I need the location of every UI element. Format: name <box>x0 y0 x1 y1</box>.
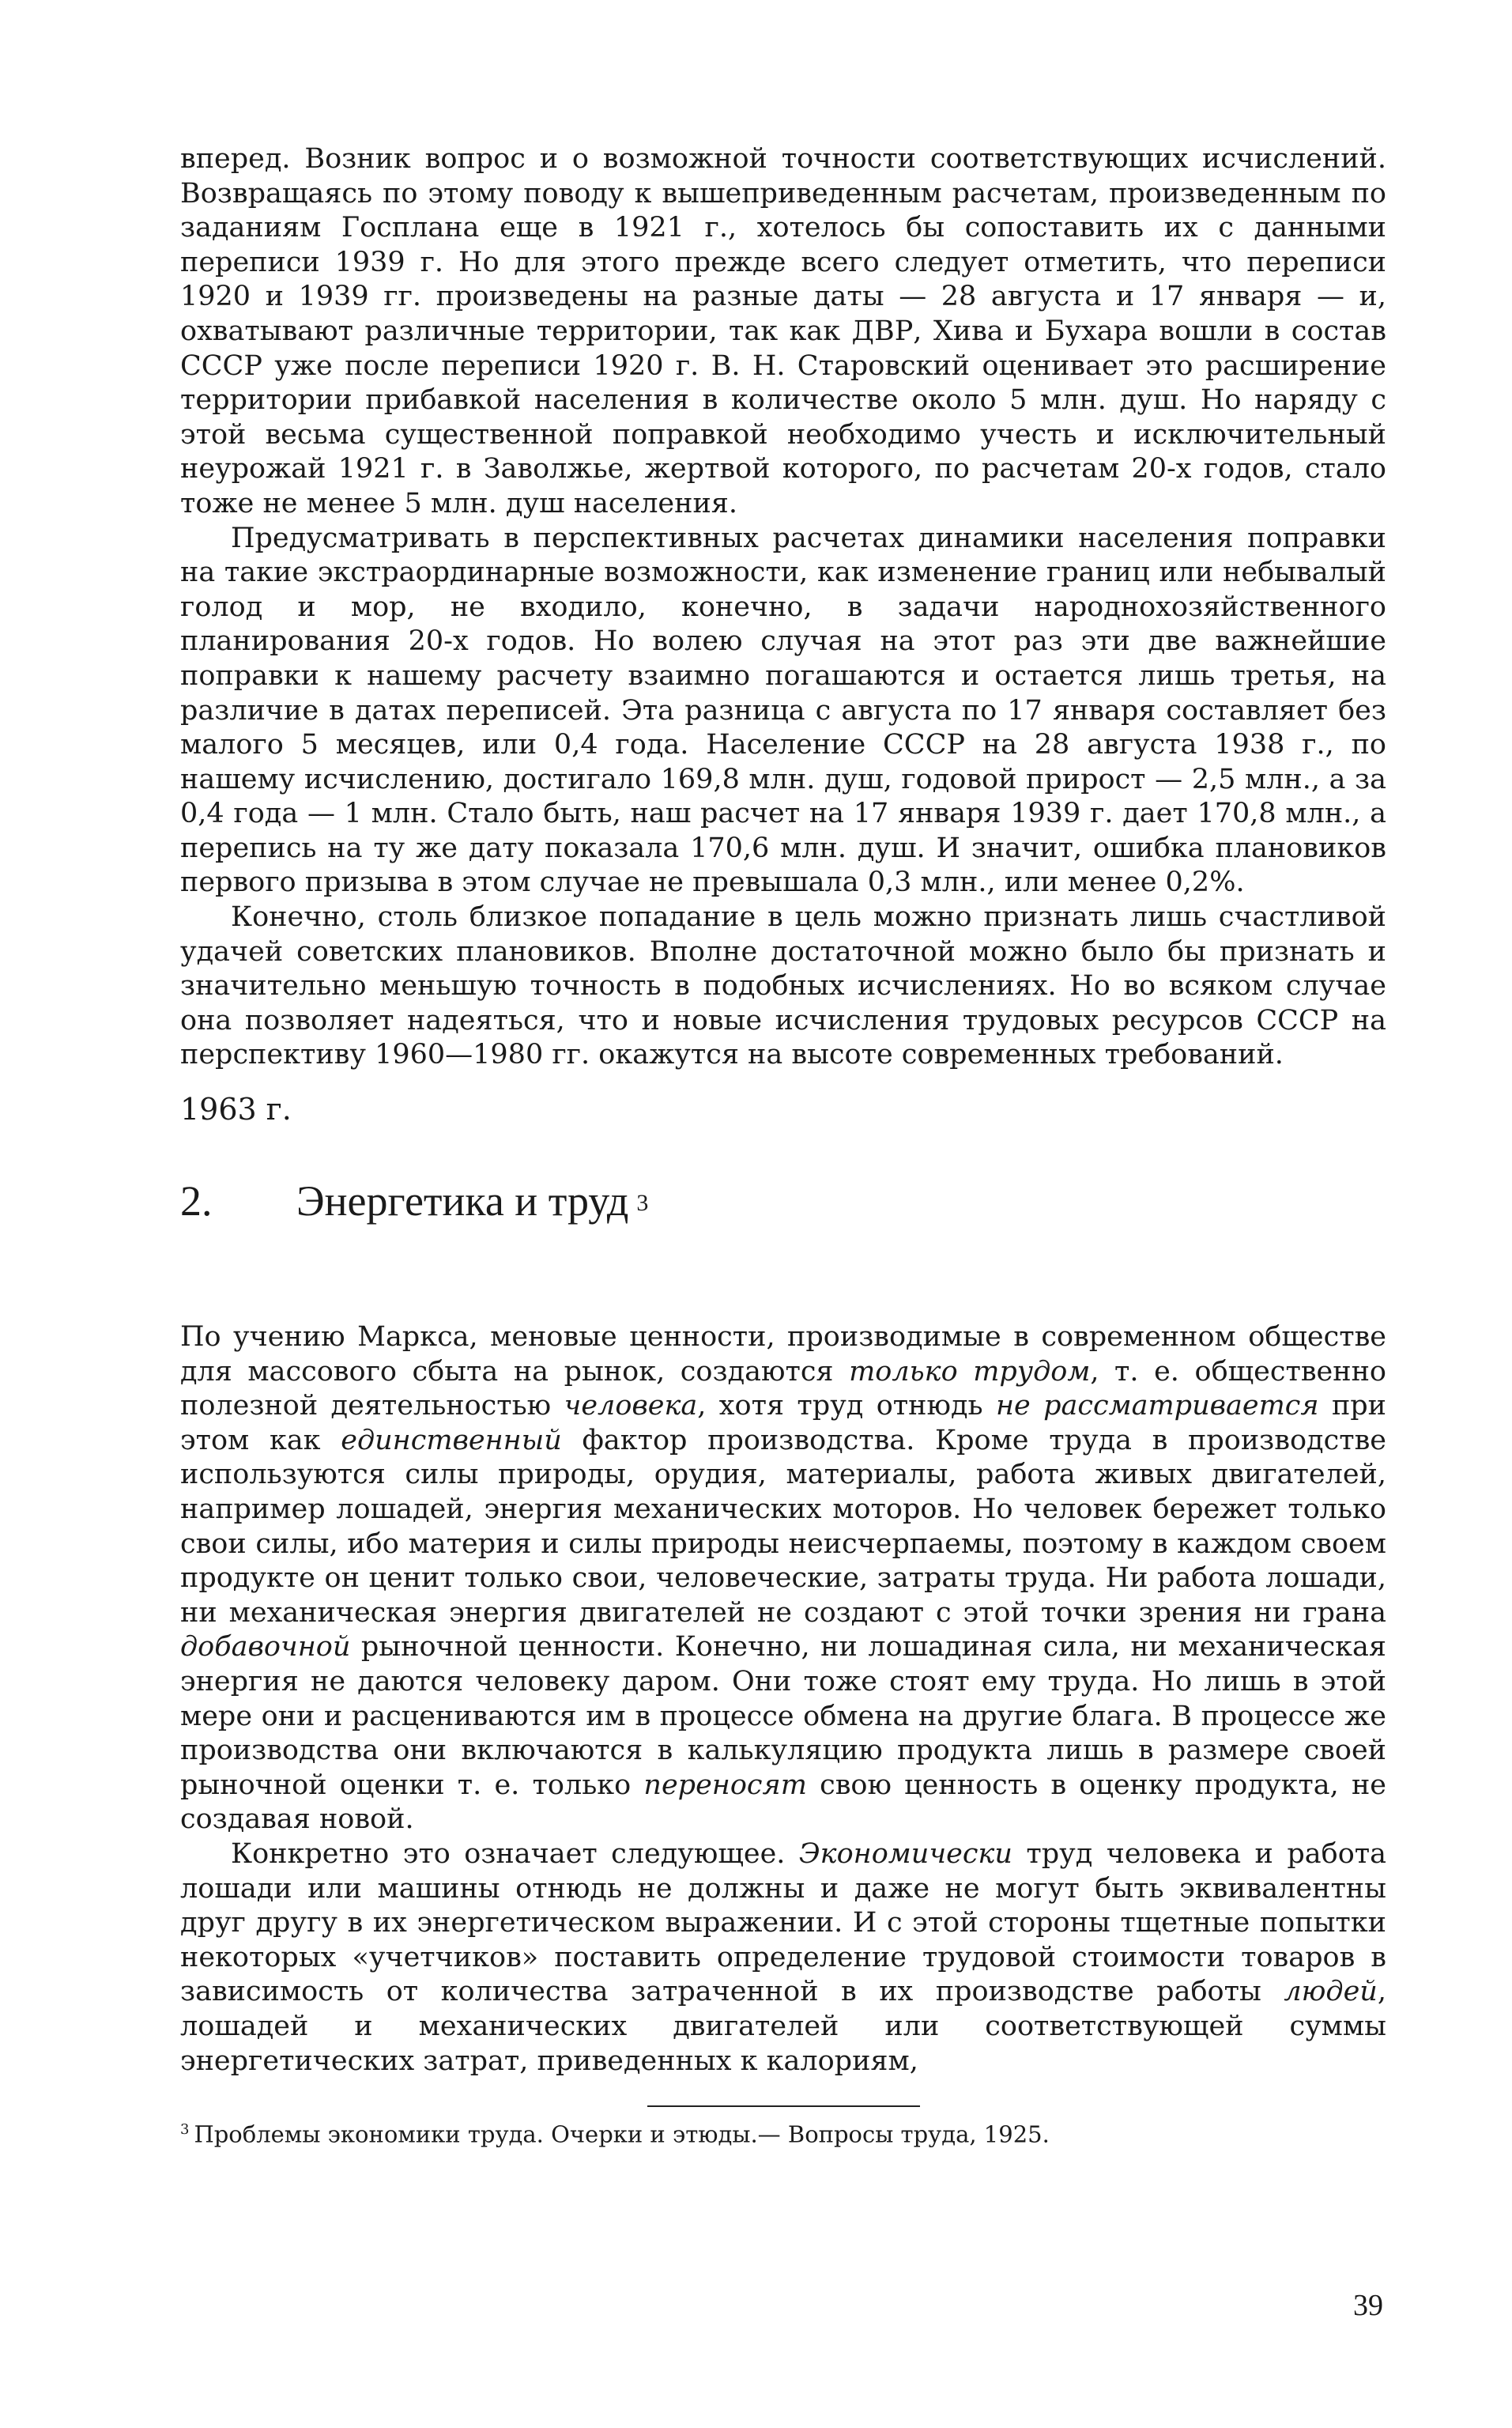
paragraph-3: Конечно, столь близкое попадание в цель можно признать лишь счастливой удачей советских плановиков. Вполне достаточной можно было бы признать и значительно меньшую точность в подобных исчислениях. Но во всяком случае она позволяет надеяться, что и новые исчисления трудовых ресурсов СССР на перспективу 1960—1980 гг. окажутся на высоте современных требований. <box>180 901 1386 1071</box>
emphasis-surplus: добавочной <box>180 1631 351 1663</box>
footnote-reference: 3 <box>636 1190 649 1217</box>
section-body <box>180 1320 1386 2079</box>
emphasis-human: человека <box>564 1390 698 1422</box>
section-heading <box>180 1176 1386 1233</box>
body-paragraph-2: Конкретно это означает следующее. Экономически труд человека и работа лошади или машины отнюдь не должны и даже не могут быть эквивалентны друг другу в их энергетическом выражении. И с этой стороны тщетные попытки некоторых «учетчиков» поставить определение трудовой стоимости товаров в зависимость от количества затраченной в их производстве работы людей, лошадей и механических двигателей или соответствующей суммы энергетических затрат, приведенных к калориям, <box>180 1837 1386 2077</box>
paragraph-2: Предусматривать в перспективных расчетах динамики населения поправки на такие экстраординарные возможности, как изменение границ или небывалый голод и мор, не входило, конечно, в задачи народнохозяйственного планирования 20-х годов. Но волею случая на этот раз эти две важнейшие поправки к нашему расчету взаимно погашаются и остается лишь третья, на различие в датах переписей. Эта разница с августа по 17 января составляет без малого 5 месяцев, или 0,4 года. Население СССР на 28 августа 1938 г., по нашему исчислению, достигало 169,8 млн. душ, годовой прирост — 2,5 млн., а за 0,4 года — 1 млн. Стало быть, наш расчет на 17 января 1939 г. дает 170,8 млн., а перепись на ту же дату показала 170,6 млн. душ. И значит, ошибка плановиков первого призыва в этом случае не превышала 0,3 млн., или менее 0,2%. <box>180 522 1386 899</box>
footnote-text: Проблемы экономики труда. Очерки и этюды.— Вопросы труда, 1925. <box>194 2120 1050 2148</box>
footnote-divider <box>647 2105 920 2107</box>
emphasis-only-one: единственный <box>341 1424 562 1456</box>
emphasis-economically: Экономически <box>798 1837 1012 1870</box>
emphasis-only-labor: только трудом <box>849 1355 1091 1388</box>
footnote-marker: 3 <box>180 2121 190 2139</box>
body-paragraph-1: По учению Маркса, меновые ценности, производимые в современном обществе для массового сбыта на рынок, создаются только трудом, т. е. общественно полезной деятельностью человека, хотя труд отнюдь не рассматривается при этом как единственный фактор производства. Кроме труда в производстве используются силы природы, орудия, материалы, работа живых двигателей, например лошадей, энергия механических моторов. Но человек бережет только свои силы, ибо материя и силы природы неисчерпаемы, поэтому в каждом своем продукте он ценит только свои, человеческие, затраты труда. Ни работа лошади, ни механическая энергия двигателей не создают с этой точки зрения ни грана добавочной рыночной ценности. Конечно, ни лошадиная сила, ни механическая энергия не даются человеку даром. Они тоже стоят ему труда. Но лишь в этой мере они и расцениваются им в процессе обмена на другие блага. В процессе же производства они включаются в калькуляцию продукта лишь в размере своей рыночной оценки т. е. только переносят свою ценность в оценку продукта, не создавая новой. <box>180 1321 1386 1836</box>
emphasis-transfer: переносят <box>643 1769 807 1801</box>
page-content <box>180 142 1386 2150</box>
emphasis-not-considered: не рассматривается <box>995 1390 1319 1422</box>
paragraph-1: вперед. Возник вопрос и о возможной точности соответствующих исчислений. Возвращаясь по этому поводу к вышеприведенным расчетам, произведенным по заданиям Госплана еще в 1921 г., хотелось бы сопоставить их с данными переписи 1939 г. Но для этого прежде всего следует отметить, что переписи 1920 и 1939 гг. произведены на разные даты — 28 августа и 17 января — и, охватывают различные территории, так как ДВР, Хива и Бухара вошли в состав СССР уже после переписи 1920 г. В. Н. Старовский оценивает это расширение территории прибавкой населения в количестве около 5 млн. душ. Но наряду с этой весьма существенной поправкой необходимо учесть и исключительный неурожай 1921 г. в Заволжье, жертвой которого, по расчетам 20-х годов, стало тоже не менее 5 млн. душ населения. <box>180 143 1386 519</box>
emphasis-people: людей <box>1284 1976 1378 2008</box>
footnote <box>180 2115 1386 2150</box>
page-number: 39 <box>1353 2289 1383 2322</box>
date-line: 1963 г. <box>180 1092 292 1127</box>
section-title: Энергетика и труд <box>296 1177 629 1225</box>
section-number: 2. <box>180 1177 213 1225</box>
